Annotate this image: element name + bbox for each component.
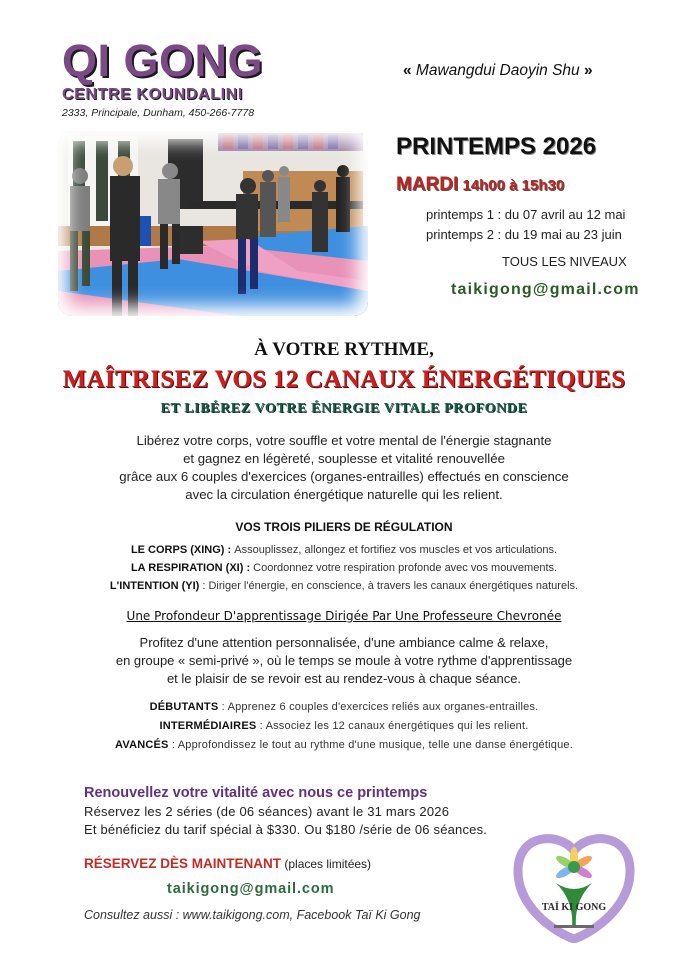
reserve-email-link[interactable]: taikigong@gmail.com bbox=[167, 881, 335, 897]
season-title: PRINTEMPS 2026 bbox=[396, 133, 597, 160]
quote-open: « bbox=[403, 62, 412, 79]
page-title: QI GONG bbox=[62, 35, 264, 86]
separator: : bbox=[256, 720, 266, 732]
reserve-note: (places limitées) bbox=[281, 857, 372, 871]
photo-vignette bbox=[58, 131, 368, 316]
level-label: AVANCÉS bbox=[115, 739, 169, 751]
class-schedule bbox=[396, 174, 564, 196]
level-item bbox=[0, 698, 688, 717]
pillar-label: LE CORPS (XING) bbox=[130, 544, 228, 556]
level-label: DÉBUTANTS bbox=[149, 701, 219, 713]
pillars-title: VOS TROIS PILIERS DE RÉGULATION bbox=[235, 520, 453, 534]
class-photo bbox=[58, 131, 368, 316]
teacher-line: et le plaisir de se revoir est au rendez-vous à chaque séance. bbox=[166, 671, 522, 686]
pillar-text: Assouplissez, allongez et fortifiez vos muscles et vos articulations. bbox=[234, 544, 558, 556]
pillar-item bbox=[0, 541, 688, 559]
session-dates: du 07 avril au 12 mai bbox=[504, 207, 626, 222]
intro-line: grâce aux 6 couples d'exercices (organes-entrailles) effectués en conscience bbox=[119, 469, 569, 484]
offer-line: Réservez les 2 séries (de 06 séances) avant le 31 mars 2026 bbox=[84, 804, 450, 819]
pillar-text: Coordonnez votre respiration profonde avec vos mouvements. bbox=[253, 562, 558, 574]
style-name-text: Mawangdui Daoyin Shu bbox=[411, 62, 584, 79]
session-dates: du 19 mai au 23 juin bbox=[504, 227, 622, 242]
separator: : bbox=[199, 580, 209, 592]
intro-line: et gagnez en légèreté, souplesse et vitalité renouvellée bbox=[183, 451, 505, 466]
separator: : bbox=[168, 739, 178, 751]
taikigong-logo bbox=[512, 831, 636, 943]
session-label: printemps 2 : bbox=[426, 227, 505, 242]
address: 2333, Principale, Dunham, 450-266-7778 bbox=[62, 107, 255, 119]
intro-line: Libérez votre corps, votre souffle et votre mental de l'énergie stagnante bbox=[136, 433, 552, 448]
offer-line: Et bénéficiez du tarif spécial à $330. Ou $180 /série de 06 séances. bbox=[84, 822, 488, 837]
pillar-label: L'INTENTION (YI) bbox=[109, 580, 200, 592]
level-text: Approfondissez le tout au rythme d'une musique, telle une danse énergétique. bbox=[177, 739, 573, 751]
level-label: INTERMÉDIAIRES bbox=[159, 720, 257, 732]
class-day: MARDI bbox=[396, 174, 459, 195]
logo-text: TAÏ KI GONG bbox=[541, 902, 607, 913]
intro-line: avec la circulation énergétique naturelle qui les relient. bbox=[185, 487, 503, 502]
heart-lotus-logo-icon bbox=[512, 831, 636, 943]
pillar-item bbox=[0, 577, 688, 595]
session-label: printemps 1 : bbox=[426, 207, 505, 222]
class-time: 14h00 à 15h30 bbox=[458, 177, 565, 194]
level-text: Associez les 12 canaux énergétiques qui les relient. bbox=[265, 720, 529, 732]
teacher-line: Profitez d'une attention personnalisée, d'une ambiance calme & relaxe, bbox=[139, 635, 549, 650]
teacher-line: en groupe « semi-privé », où le temps se moule à votre rythme d'apprentissage bbox=[115, 653, 573, 668]
reserve-line bbox=[84, 856, 371, 871]
pillar-label: LA RESPIRATION (XI) bbox=[130, 562, 244, 574]
session-1 bbox=[426, 207, 625, 222]
separator: : bbox=[227, 544, 235, 556]
pillar-item bbox=[0, 559, 688, 577]
separator: : bbox=[218, 701, 228, 713]
reserve-cta: RÉSERVEZ DÈS MAINTENANT bbox=[84, 856, 282, 871]
intro-paragraph bbox=[0, 432, 688, 504]
all-levels-label: TOUS LES NIVEAUX bbox=[502, 254, 627, 269]
headline-rythme: À VOTRE RYTHME, bbox=[254, 339, 434, 360]
headline-canaux: MAÎTRISEZ VOS 12 CANAUX ÉNERGÉTIQUES bbox=[62, 366, 626, 393]
teacher-paragraph bbox=[0, 634, 688, 688]
consult-links: Consultez aussi : www.taikigong.com, Facebook Taï Ki Gong bbox=[84, 908, 421, 922]
session-2 bbox=[426, 227, 622, 242]
separator: : bbox=[243, 562, 254, 574]
level-text: Apprenez 6 couples d'exercices reliés aux organes-entrailles. bbox=[227, 701, 539, 713]
style-name bbox=[403, 62, 593, 80]
centre-name: CENTRE KOUNDALINI bbox=[62, 86, 243, 103]
level-item bbox=[0, 717, 688, 736]
level-item bbox=[0, 736, 688, 755]
contact-email-link[interactable]: taikigong@gmail.com bbox=[451, 281, 640, 298]
quote-close: » bbox=[583, 62, 593, 79]
offer-title: Renouvellez votre vitalité avec nous ce printemps bbox=[84, 785, 428, 801]
teacher-section-title: Une Profondeur D'apprentissage Dirigée Par Une Professeure Chevronée bbox=[126, 609, 562, 623]
headline-liberez: ET LIBÉREZ VOTRE ÉNERGIE VITALE PROFONDE bbox=[160, 401, 528, 416]
level-details bbox=[0, 698, 688, 755]
pillars-list bbox=[0, 541, 688, 595]
pillar-text: Diriger l'énergie, en conscience, à travers les canaux énergétiques naturels. bbox=[208, 580, 579, 592]
